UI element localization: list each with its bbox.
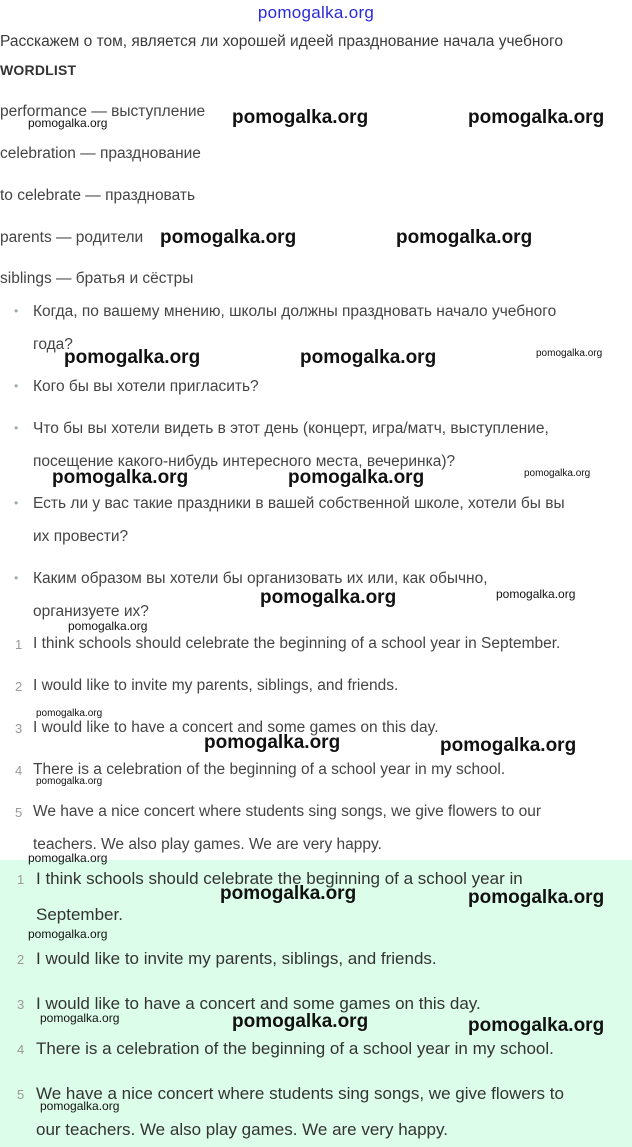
bullet-icon: •	[14, 379, 19, 393]
question-line: организуете их?	[33, 603, 149, 620]
answer-line: There is a celebration of the beginning of a school year in my school.	[36, 1039, 554, 1058]
watermark: pomogalka.org	[68, 619, 148, 633]
answer-number: 1	[15, 637, 23, 652]
watermark: pomogalka.org	[232, 1011, 369, 1032]
question-line: Что бы вы хотели видеть в этот день (концерт, игра/матч, выступление,	[33, 420, 549, 437]
answer-number: 2	[17, 952, 25, 967]
question-line: года?	[33, 336, 73, 353]
answer-number: 5	[15, 805, 23, 820]
wordlist-item: siblings — братья и сёстры	[0, 270, 194, 287]
watermark: pomogalka.org	[28, 116, 108, 130]
answer-line: I think schools should celebrate the beginning of a school year in September.	[33, 635, 561, 652]
wordlist-item: to celebrate — праздновать	[0, 187, 196, 204]
bullet-icon: •	[14, 421, 19, 435]
watermark: pomogalka.org	[160, 227, 297, 248]
question-line: Есть ли у вас такие праздники в вашей собственной школе, хотели бы вы	[33, 495, 565, 512]
watermark: pomogalka.org	[28, 927, 108, 941]
watermark: pomogalka.org	[260, 587, 397, 608]
bullet-icon: •	[14, 571, 19, 585]
watermark: pomogalka.org	[468, 107, 605, 128]
answer-number: 2	[15, 679, 23, 694]
question-line: их провести?	[33, 528, 129, 545]
watermark: pomogalka.org	[204, 732, 341, 753]
watermark: pomogalka.org	[468, 887, 605, 908]
answer-line: There is a celebration of the beginning of a school year in my school.	[33, 761, 506, 778]
watermark: pomogalka.org	[536, 348, 603, 359]
answer-number: 1	[17, 872, 25, 887]
watermark: pomogalka.org	[64, 347, 201, 368]
bullet-icon: •	[14, 304, 19, 318]
answer-number: 3	[17, 997, 25, 1012]
answer-line: I would like to invite my parents, siblings, and friends.	[33, 677, 399, 694]
question-line: Каким образом вы хотели бы организовать их или, как обычно,	[33, 570, 488, 587]
answer-number: 4	[17, 1042, 25, 1057]
intro-text: Расскажем о том, является ли хорошей идеей празднование начала учебного	[0, 33, 563, 50]
watermark: pomogalka.org	[468, 1015, 605, 1036]
answer-line: We have a nice concert where students sing songs, we give flowers to our	[33, 803, 542, 820]
answer-number: 5	[17, 1087, 25, 1102]
answer-line: teachers. We also play games. We are very happy.	[33, 836, 382, 853]
watermark: pomogalka.org	[440, 735, 577, 756]
watermark: pomogalka.org	[396, 227, 533, 248]
watermark: pomogalka.org	[36, 708, 103, 719]
wordlist-item: parents — родители	[0, 229, 144, 246]
watermark: pomogalka.org	[40, 1099, 120, 1113]
answer-number: 3	[15, 721, 23, 736]
watermark: pomogalka.org	[40, 1011, 120, 1025]
watermark: pomogalka.org	[232, 107, 369, 128]
watermark: pomogalka.org	[28, 851, 108, 865]
question-item	[14, 487, 624, 553]
answer-line: I would like to have a concert and some games on this day.	[36, 994, 481, 1013]
question-line: Кого бы вы хотели пригласить?	[33, 378, 259, 395]
answer-number: 4	[15, 763, 23, 778]
question-line: посещение какого-нибудь интересного места, вечеринка)?	[33, 453, 456, 470]
watermark: pomogalka.org	[524, 468, 591, 479]
site-title: pomogalka.org	[257, 3, 375, 22]
watermark: pomogalka.org	[220, 883, 357, 904]
watermark: pomogalka.org	[52, 467, 189, 488]
watermark: pomogalka.org	[36, 776, 103, 787]
question-line: Когда, по вашему мнению, школы должны праздновать начало учебного	[33, 303, 557, 320]
wordlist-item: celebration — празднование	[0, 145, 201, 162]
answer-line: I would like to invite my parents, siblings, and friends.	[36, 949, 437, 968]
watermark: pomogalka.org	[288, 467, 425, 488]
answer-line: September.	[36, 905, 123, 924]
wordlist-item: performance — выступление	[0, 103, 206, 120]
bullet-icon: •	[14, 496, 19, 510]
answer-line: I think schools should celebrate the beginning of a school year in	[36, 869, 523, 888]
answer-line: I would like to have a concert and some games on this day.	[33, 719, 439, 736]
answer-line: our teachers. We also play games. We are very happy.	[36, 1120, 448, 1139]
watermark: pomogalka.org	[300, 347, 437, 368]
wordlist-title: WORDLIST	[0, 62, 77, 78]
watermark: pomogalka.org	[496, 587, 576, 601]
question-item	[14, 370, 624, 403]
answer-line: We have a nice concert where students sing songs, we give flowers to	[36, 1084, 564, 1103]
